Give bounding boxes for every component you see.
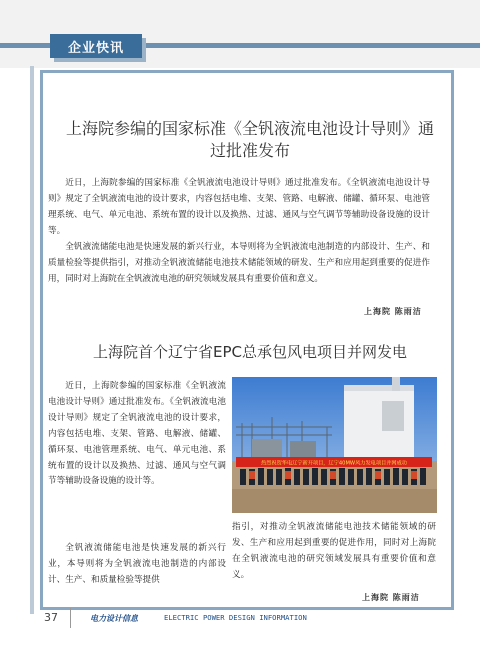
article1-title: 上海院参编的国家标准《全钒液流电池设计导则》通过批准发布 <box>65 119 434 160</box>
article1-paragraph-2: 全钒液流储能电池是快速发展的新兴行业，本导则将为全钒液流电池制造的内部设计、生产、和质量检验等提供指引，对推动全钒液流储能电池技术储能领域的研发、生产和应用起到重要的促进作用，同时对上海院在全钒液流电池的研究领域发展具有重要价值和意义。 <box>48 242 430 284</box>
article2-author: 上海院 陈雨洁 <box>362 592 420 602</box>
photo-banner-text: 热烈祝贺华电辽宁新开项目，辽宁40MW风力发电项目并网成功 <box>261 460 407 467</box>
article2-paragraph-right: 指引，对推动全钒液流储能电池技术储能领域的研发、生产和应用起到重要的促进作用，同时对上海院在全钒液流电池的研究领域发展具有重要价值和意义。 <box>232 522 436 580</box>
page-number: 37 <box>44 611 58 624</box>
article2-title: 上海院首个辽宁省EPC总承包风电项目并网发电 <box>93 343 407 361</box>
article2-paragraph-1: 近日，上海院参编的国家标准《全钒液流电池设计导则》通过批准发布。《全钒液流电池设计导则》规定了全钒液流电池的设计要求，内容包括电堆、支架、管路、电解液、储罐、循环泵、电池管理系统、电气、单元电池、系统布置的设计以及换热、过滤、通风与空气调节等辅助设备设施的设计等。 <box>48 381 226 487</box>
article1-author: 上海院 陈雨洁 <box>364 306 422 316</box>
wind-farm-substation-photo <box>232 377 437 513</box>
frame-shadow <box>30 66 34 614</box>
journal-name-cn: 电力设计信息 <box>90 614 138 623</box>
section-tab: 企业快讯 <box>50 34 142 58</box>
footer-separator <box>70 608 71 628</box>
article1-paragraph-1: 近日，上海院参编的国家标准《全钒液流电池设计导则》通过批准发布。《全钒液流电池设计导则》规定了全钒液流电池的设计要求，内容包括电堆、支架、管路、电解液、储罐、循环泵、电池管理系统、电气、单元电池、系统布置的设计以及换热、过滤、通风与空气调节等辅助设备设施的设计等。 <box>48 178 430 236</box>
article2-paragraph-2: 全钒液流储能电池是快速发展的新兴行业，本导则将为全钒液流电池制造的内部设计、生产、和质量检验等提供 <box>48 543 226 585</box>
journal-name-en: ELECTRIC POWER DESIGN INFORMATION <box>164 613 307 622</box>
